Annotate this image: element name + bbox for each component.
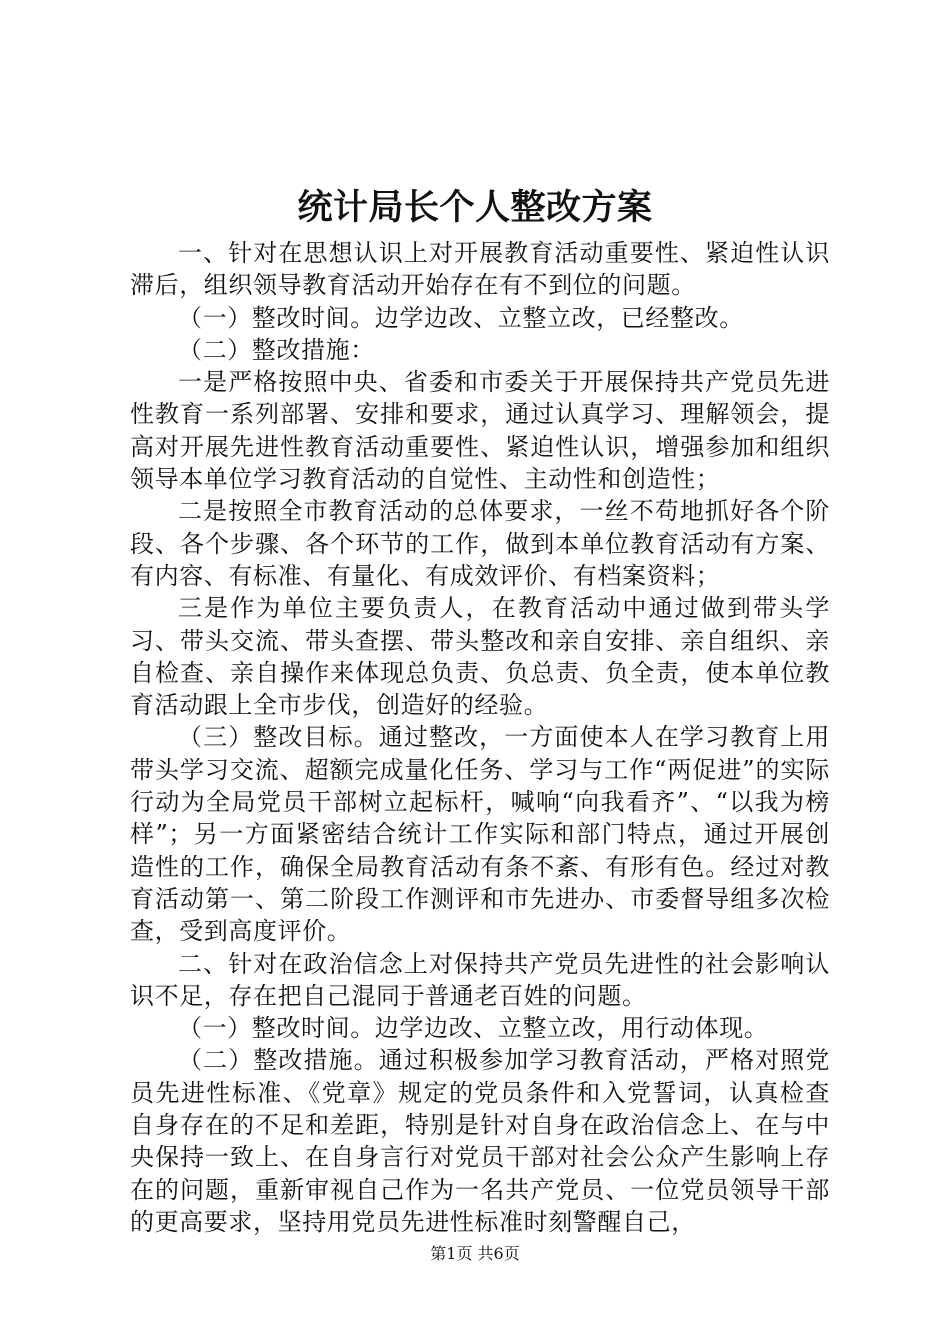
- paragraph: 一、针对在思想认识上对开展教育活动重要性、紧迫性认识滞后，组织领导教育活动开始存在有不到位的问题。: [130, 239, 830, 300]
- document-title: 统计局长个人整改方案: [297, 187, 653, 228]
- paragraph: （二）整改措施：: [178, 335, 375, 364]
- paragraph: （二）整改措施。通过积极参加学习教育活动，严格对照党员先进性标准、《党章》规定的党员条件和入党誓词，认真检查自身存在的不足和差距，特别是针对自身在政治信念上、在与中央保持一致上、在自身言行对党员干部对社会公众产生影响上存在的问题，重新审视自己作为一名共产党员、一位党员领导干部的更高要求，坚持用党员先进性标准时刻警醒自己，: [130, 1046, 830, 1236]
- paragraph: 二、针对在政治信念上对保持共产党员先进性的社会影响认识不足，存在把自己混同于普通老百姓的问题。: [130, 949, 830, 1010]
- paragraph: （三）整改目标。通过整改，一方面使本人在学习教育上用带头学习交流、超额完成量化任务、学习与工作“两促进”的实际行动为全局党员干部树立起标杆，喊响“向我看齐”、“以我为榜样”；另一方面紧密结合统计工作实际和部门特点，通过开展创造性的工作，确保全局教育活动有条不紊、有形有色。经过对教育活动第一、第二阶段工作测评和市先进办、市委督导组多次检查，受到高度评价。: [130, 723, 830, 946]
- paragraph: （一）整改时间。边学边改、立整立改，已经整改。: [178, 303, 744, 332]
- paragraph: 三是作为单位主要负责人，在教育活动中通过做到带头学习、带头交流、带头查摆、带头整改和亲自安排、亲自组织、亲自检查、亲自操作来体现总负责、负总责、负全责，使本单位教育活动跟上全市步伐，创造好的经验。: [130, 594, 830, 720]
- page-footer: 第1页 共6页: [430, 1244, 520, 1263]
- paragraph: （一）整改时间。边学边改、立整立改，用行动体现。: [178, 1014, 769, 1043]
- paragraph: 一是严格按照中央、省委和市委关于开展保持共产党员先进性教育一系列部署、安排和要求，通过认真学习、理解领会，提高对开展先进性教育活动重要性、紧迫性认识，增强参加和组织领导本单位学习教育活动的自觉性、主动性和创造性；: [130, 368, 830, 494]
- document-body: [130, 237, 830, 1238]
- paragraph: 二是按照全市教育活动的总体要求，一丝不苟地抓好各个阶段、各个步骤、各个环节的工作，做到本单位教育活动有方案、有内容、有标准、有量化、有成效评价、有档案资料；: [130, 497, 830, 590]
